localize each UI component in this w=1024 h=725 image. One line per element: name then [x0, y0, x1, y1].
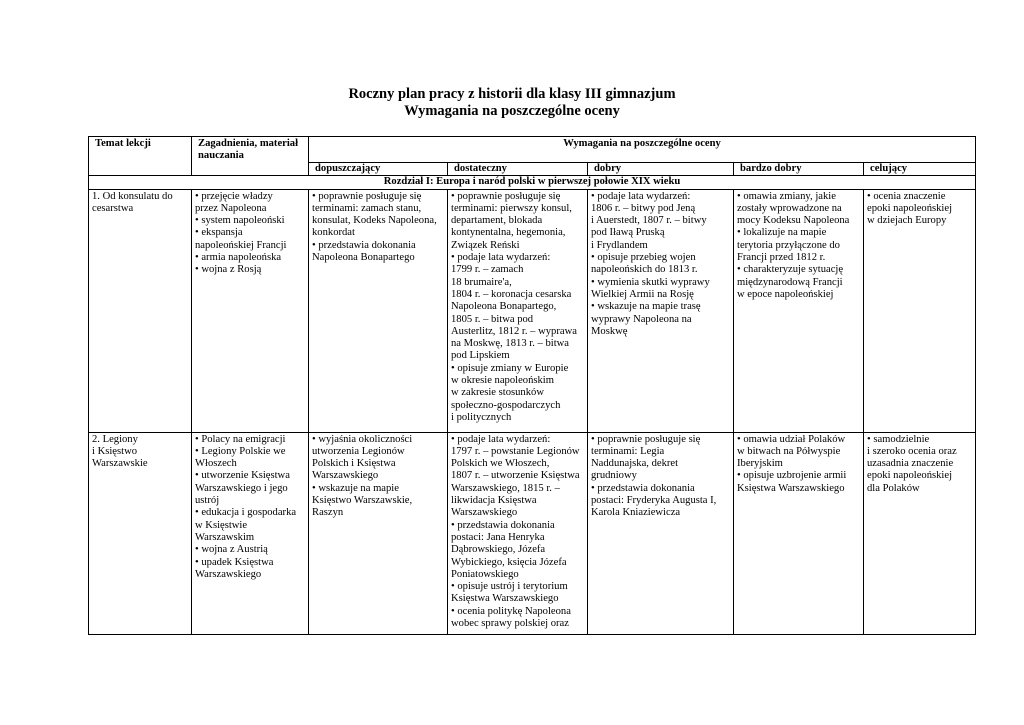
cell-line: • ocenia politykę Napoleona [451, 605, 571, 617]
cell-line: i Księstwo [92, 445, 138, 457]
cell-line: 1797 r. – powstanie Legionów [451, 445, 580, 457]
cell-line: • Legiony Polskie we [195, 445, 286, 457]
cell-line: Napoleona Bonapartego [312, 252, 415, 264]
cell-line: postaci: Fryderyka Augusta I, [591, 495, 717, 507]
dopuszczajacy-cell [309, 432, 448, 634]
cell-line: uzasadnia znaczenie [867, 458, 954, 470]
cell-line: • przedstawia dokonania [591, 482, 695, 494]
cell-line: • utworzenie Księstwa [195, 470, 290, 482]
cell-line: Warszawskiego i jego [195, 482, 288, 494]
table-row [89, 432, 976, 634]
dostateczny-cell [448, 432, 588, 634]
cell-line: • omawia udział Polaków [737, 433, 846, 445]
cell-line: konsulat, Kodeks Napoleona, [312, 215, 437, 227]
cell-line: • podaje lata wydarzeń: [451, 433, 551, 445]
dobry-cell [588, 189, 734, 432]
cell-line: • przejęcie władzy [195, 190, 273, 202]
cell-line: Iberyjskim [737, 458, 783, 470]
cell-line: Warszawskiego [451, 507, 518, 519]
cell-line: mocy Kodeksu Napoleona [737, 215, 850, 227]
page-title: Roczny plan pracy z historii dla klasy III gimnazjum [348, 86, 676, 102]
cell-line: • upadek Księstwa [195, 556, 274, 568]
issues-cell [192, 189, 309, 432]
cell-line: epoki napoleońskiej [867, 470, 953, 482]
cell-line: • opisuje zmiany w Europie [451, 362, 569, 374]
cell-line: Włoszech [195, 458, 237, 470]
header-level-dopuszczajacy: dopuszczający [309, 163, 448, 176]
dostateczny-cell [448, 189, 588, 432]
cell-line: • omawia zmiany, jakie [737, 190, 836, 202]
cell-line: departament, blokada [451, 215, 543, 227]
cell-line: • charakteryzuje sytuację [737, 264, 844, 276]
cell-line: postaci: Jana Henryka [451, 531, 545, 543]
cell-line: Karola Kniaziewicza [591, 507, 681, 519]
cell-line: i Frydlandem [591, 239, 648, 251]
cell-line: Warszawskie [92, 458, 148, 470]
cell-line: • podaje lata wydarzeń: [591, 190, 691, 202]
cell-line: Francji przed 1812 r. [737, 252, 826, 264]
cell-line: • ocenia znaczenie [867, 190, 946, 202]
cell-line: • edukacja i gospodarka [195, 507, 297, 519]
cell-line: w Księstwie [195, 519, 248, 531]
cell-line: • Polacy na emigracji [195, 433, 286, 445]
cell-line: • opisuje uzbrojenie armii [737, 470, 847, 482]
dopuszczajacy-cell [309, 189, 448, 432]
cell-line: epoki napoleońskiej [867, 202, 953, 214]
cell-line: • armia napoleońska [195, 252, 282, 264]
cell-line: kontynentalna, hegemonia, [451, 227, 566, 239]
cell-line: Dąbrowskiego, Józefa [451, 544, 546, 556]
cell-line: terytoria przyłączone do [737, 239, 840, 251]
cell-line: • samodzielnie [867, 433, 930, 445]
cell-line: międzynarodową Francji [737, 276, 843, 288]
celujacy-cell [864, 189, 976, 432]
page-subtitle: Wymagania na poszczególne oceny [404, 103, 620, 119]
header-level-celujacy: celujący [864, 163, 976, 176]
cell-line: terminami: pierwszy konsul, [451, 202, 572, 214]
cell-line: w dziejach Europy [867, 215, 947, 227]
cell-line: utworzenia Legionów [312, 445, 405, 457]
cell-line: • poprawnie posługuje się [312, 190, 422, 202]
cell-line: Polskich i Księstwa [312, 458, 396, 470]
cell-line: Księstwo Warszawskie, [312, 495, 413, 507]
header-issues: Zagadnienia, materiał nauczania [192, 137, 309, 176]
celujacy-cell [864, 432, 976, 634]
cell-line: 2. Legiony [92, 433, 138, 445]
cell-line: terminami: Legia [591, 445, 665, 457]
cell-line: Warszawskiego [312, 470, 379, 482]
cell-line: grudniowy [591, 470, 637, 482]
cell-line: w bitwach na Półwyspie [737, 445, 841, 457]
chapter-title: Rozdział I: Europa i naród polski w pierwszej połowie XIX wieku [89, 176, 976, 189]
dobry-cell [588, 432, 734, 634]
cell-line: • wyjaśnia okoliczności [312, 433, 413, 445]
cell-line: cesarstwa [92, 202, 134, 214]
cell-line: napoleońskich do 1813 r. [591, 264, 698, 276]
cell-line: Napoleona Bonapartego, [451, 301, 557, 313]
header-level-dobry: dobry [588, 163, 734, 176]
cell-line: wobec sprawy polskiej oraz [451, 618, 569, 630]
cell-line: Poniatowskiego [451, 568, 519, 580]
bardzo-dobry-cell [734, 432, 864, 634]
cell-line: • przedstawia dokonania [312, 239, 416, 251]
cell-line: • opisuje przebieg wojen [591, 252, 696, 264]
cell-line: społeczno-gospodarczych [451, 399, 561, 411]
cell-line: Księstwa Warszawskiego [451, 593, 559, 605]
cell-line: likwidacja Księstwa [451, 495, 537, 507]
cell-line: napoleońskiej Francji [195, 239, 287, 251]
cell-line: w okresie napoleońskim [451, 375, 554, 387]
cell-line: 1804 r. – koronacja cesarska [451, 288, 572, 300]
requirements-table [88, 136, 976, 635]
cell-line: Wielkiej Armii na Rosję [591, 288, 694, 300]
issues-cell [192, 432, 309, 634]
table-row [89, 189, 976, 432]
cell-line: • poprawnie posługuje się [591, 433, 701, 445]
cell-line: pod Iławą Pruską [591, 227, 665, 239]
cell-line: ustrój [195, 495, 220, 507]
cell-line: • wymienia skutki wyprawy [591, 276, 710, 288]
topic-cell [89, 432, 192, 634]
cell-line: • wskazuje na mapie trasę [591, 301, 701, 313]
cell-line: w zakresie stosunków [451, 387, 544, 399]
cell-line: wyprawy Napoleona na [591, 313, 692, 325]
cell-line: konkordat [312, 227, 355, 239]
header-requirements: Wymagania na poszczególne oceny [309, 137, 976, 163]
cell-line: Związek Reński [451, 239, 520, 251]
topic-cell [89, 189, 192, 432]
cell-line: • wojna z Rosją [195, 264, 262, 276]
cell-line: Warszawskiego, 1815 r. – [451, 482, 560, 494]
cell-line: Polskich we Włoszech, [451, 458, 550, 470]
cell-line: Warszawskiego [195, 568, 262, 580]
cell-line: 1805 r. – bitwa pod [451, 313, 534, 325]
cell-line: i szeroko ocenia oraz [867, 445, 957, 457]
cell-line: Naddunajska, dekret [591, 458, 679, 470]
cell-line: Wybickiego, księcia Józefa [451, 556, 567, 568]
cell-line: Raszyn [312, 507, 344, 519]
cell-line: • poprawnie posługuje się [451, 190, 561, 202]
cell-line: i Auerstedt, 1807 r. – bitwy [591, 215, 707, 227]
cell-line: zostały wprowadzone na [737, 202, 842, 214]
cell-line: przez Napoleona [195, 202, 267, 214]
bardzo-dobry-cell [734, 189, 864, 432]
cell-line: Warszawskim [195, 531, 255, 543]
cell-line: 1806 r. – bitwy pod Jeną [591, 202, 696, 214]
cell-line: dla Polaków [867, 482, 920, 494]
cell-line: na Moskwę, 1813 r. – bitwa [451, 338, 569, 350]
cell-line: • wskazuje na mapie [312, 482, 399, 494]
cell-line: 1799 r. – zamach [451, 264, 524, 276]
cell-line: • opisuje ustrój i terytorium [451, 581, 568, 593]
cell-line: • ekspansja [195, 227, 243, 239]
cell-line: • system napoleoński [195, 215, 285, 227]
cell-line: 1. Od konsulatu do [92, 190, 173, 202]
header-topic: Temat lekcji [89, 137, 192, 176]
header-level-bardzo-dobry: bardzo dobry [734, 163, 864, 176]
cell-line: pod Lipskiem [451, 350, 510, 362]
cell-line: • przedstawia dokonania [451, 519, 555, 531]
cell-line: Moskwę [591, 325, 628, 337]
cell-line: Austerlitz, 1812 r. – wyprawa [451, 325, 577, 337]
cell-line: 1807 r. – utworzenie Księstwa [451, 470, 580, 482]
cell-line: i politycznych [451, 411, 512, 423]
cell-line: • wojna z Austrią [195, 544, 268, 556]
cell-line: 18 brumaire'a, [451, 276, 512, 288]
cell-line: • lokalizuje na mapie [737, 227, 827, 239]
cell-line: w epoce napoleońskiej [737, 288, 834, 300]
page-header [0, 86, 1024, 120]
cell-line: • podaje lata wydarzeń: [451, 252, 551, 264]
cell-line: Księstwa Warszawskiego [737, 482, 845, 494]
cell-line: terminami: zamach stanu, [312, 202, 422, 214]
header-level-dostateczny: dostateczny [448, 163, 588, 176]
